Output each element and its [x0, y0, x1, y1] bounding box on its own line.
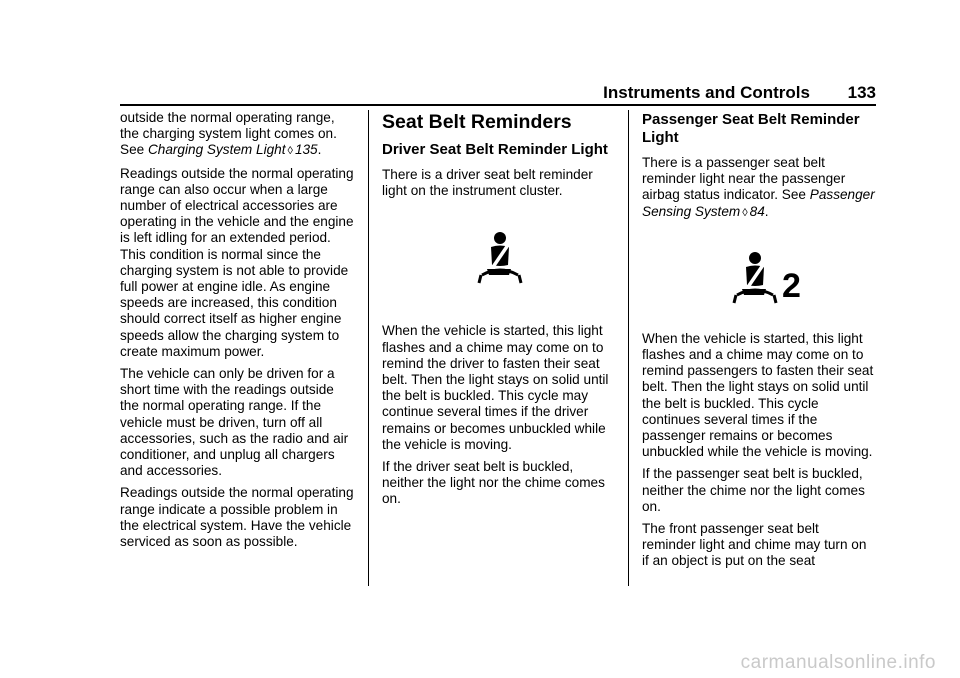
subsection-title: Passenger Seat Belt Reminder Light [642, 111, 860, 146]
page-arrow-icon: ◊ [742, 206, 748, 219]
column-1 [120, 110, 354, 556]
page-arrow-icon: ◊ [287, 145, 293, 158]
paragraph: Readings outside the normal operating range can also occur when a large number of electrical accessories are operating in the vehicle and the engine is left idling for an extended period. This condition is normal since the charging system is not able to provide full power at engine idle. As engine speeds are increased, this condition should correct itself as higher engine speeds allow the charging system to create maximum power. [120, 165, 354, 359]
cross-reference-page[interactable]: 135 [294, 142, 318, 158]
paragraph: The front passenger seat belt reminder light and chime may turn on if an object is put on the seat [642, 521, 867, 569]
cross-reference-link[interactable]: Charging System Light [147, 142, 286, 158]
paragraph: There is a driver seat belt reminder light on the instrument cluster. [382, 167, 593, 199]
icon-container [642, 227, 876, 331]
passenger-number-label: 2 [782, 266, 801, 305]
column-divider-1 [368, 110, 369, 586]
page-header [120, 80, 876, 106]
header-divider [120, 104, 876, 106]
section-title: Seat Belt Reminders [382, 111, 572, 133]
subsection-title: Driver Seat Belt Reminder Light [382, 141, 608, 158]
paragraph: outside the normal operating range, the charging system light comes on. See Charging System Light ◊ 135. [120, 110, 337, 158]
column-3 [642, 110, 876, 576]
paragraph: Readings outside the normal operating range indicate a possible problem in the electrical system. Have the vehicle serviced as soon as possible. [120, 485, 354, 550]
column-2 [382, 110, 614, 514]
icon-container [382, 205, 614, 323]
paragraph: If the driver seat belt is buckled, neither the light nor the chime comes on. [382, 459, 605, 507]
paragraph: When the vehicle is started, this light flashes and a chime may come on to remind the driver to fasten their seat belt. Then the light stays on solid until the belt is buckled. This cycle may continue several times if the driver remains or becomes unbuckled while the vehicle is moving. [382, 323, 609, 452]
paragraph: If the passenger seat belt is buckled, neither the chime nor the light comes on. [642, 466, 865, 514]
column-divider-2 [628, 110, 629, 586]
paragraph: The vehicle can only be driven for a short time with the readings outside the normal operating range. If the vehicle must be driven, turn off all accessories, such as the radio and air conditioner, and unplug all chargers and accessories. [120, 366, 349, 479]
cross-reference-link[interactable]: Passenger Sensing System [642, 187, 875, 219]
paragraph: When the vehicle is started, this light flashes and a chime may come on to remind passengers to fasten their seat belt. Then the light stays on solid until the belt is buckled. This cycle continues several times if the passenger remains or becomes unbuckled while the vehicle is moving. [642, 330, 874, 460]
paragraph: There is a passenger seat belt reminder light near the passenger airbag status indicator. See Passenger Sensing System ◊ 84. [642, 155, 875, 219]
cross-reference-page[interactable]: 84 [749, 203, 765, 219]
page-number: 133 [847, 83, 876, 102]
watermark: carmanualsonline.info [740, 652, 936, 673]
passenger-seat-belt-reminder-icon [730, 251, 780, 307]
chapter-title: Instruments and Controls [603, 83, 810, 102]
seat-belt-reminder-icon [475, 231, 525, 287]
